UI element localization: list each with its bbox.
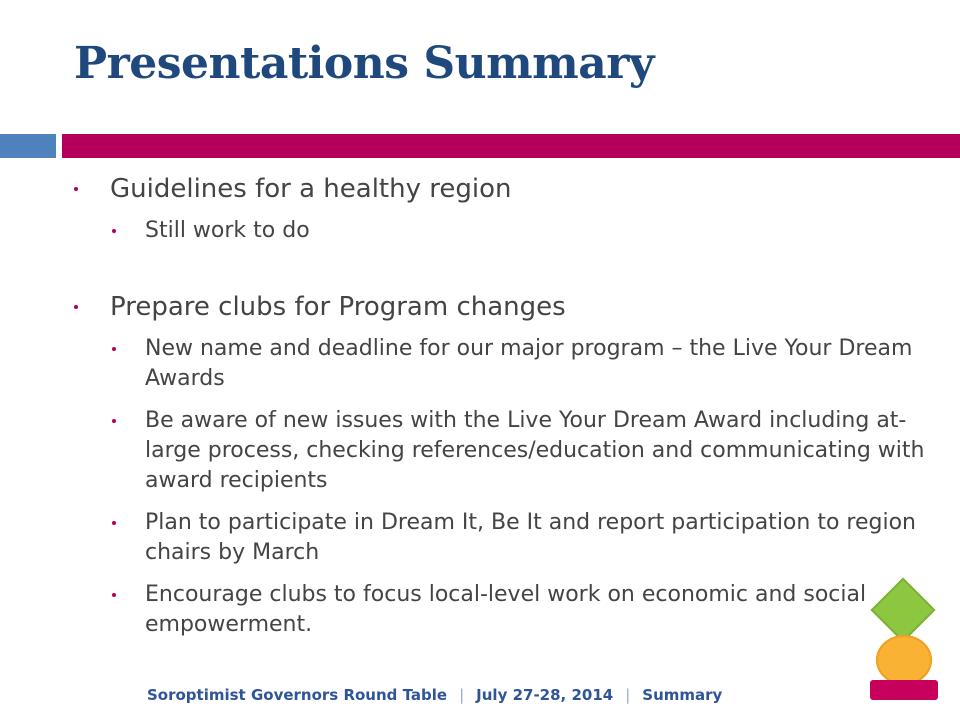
sub-bullet-new-name: New name and deadline for our major program – the Live Your Dream Awards: [74, 334, 954, 394]
orange-circle-icon: [876, 635, 932, 685]
bullet-guidelines: Guidelines for a healthy region: [74, 172, 954, 206]
footer-dates: July 27-28, 2014: [476, 686, 614, 704]
footer-separator: |: [459, 686, 465, 704]
footer-section: Summary: [642, 686, 723, 704]
sub-bullet-plan: Plan to participate in Dream It, Be It and report participation to region chairs by March: [74, 508, 954, 568]
accent-bar-magenta: [62, 134, 960, 158]
sub-bullet-encourage: Encourage clubs to focus local-level work on economic and social empowerment.: [74, 580, 954, 640]
magenta-bar-icon: [870, 680, 938, 700]
footer: [147, 686, 722, 704]
bullet-prepare-clubs: Prepare clubs for Program changes: [74, 290, 954, 324]
sub-bullet-be-aware: Be aware of new issues with the Live Your Dream Award including at-large process, checking references/education and communicating with award recipients: [74, 406, 954, 496]
sub-bullet-still-work: Still work to do: [74, 216, 954, 246]
footer-event: Soroptimist Governors Round Table: [147, 686, 448, 704]
slide-content: [74, 172, 954, 640]
accent-bar-blue: [0, 134, 56, 158]
footer-separator: |: [625, 686, 631, 704]
slide-title: Presentations Summary: [74, 38, 654, 89]
